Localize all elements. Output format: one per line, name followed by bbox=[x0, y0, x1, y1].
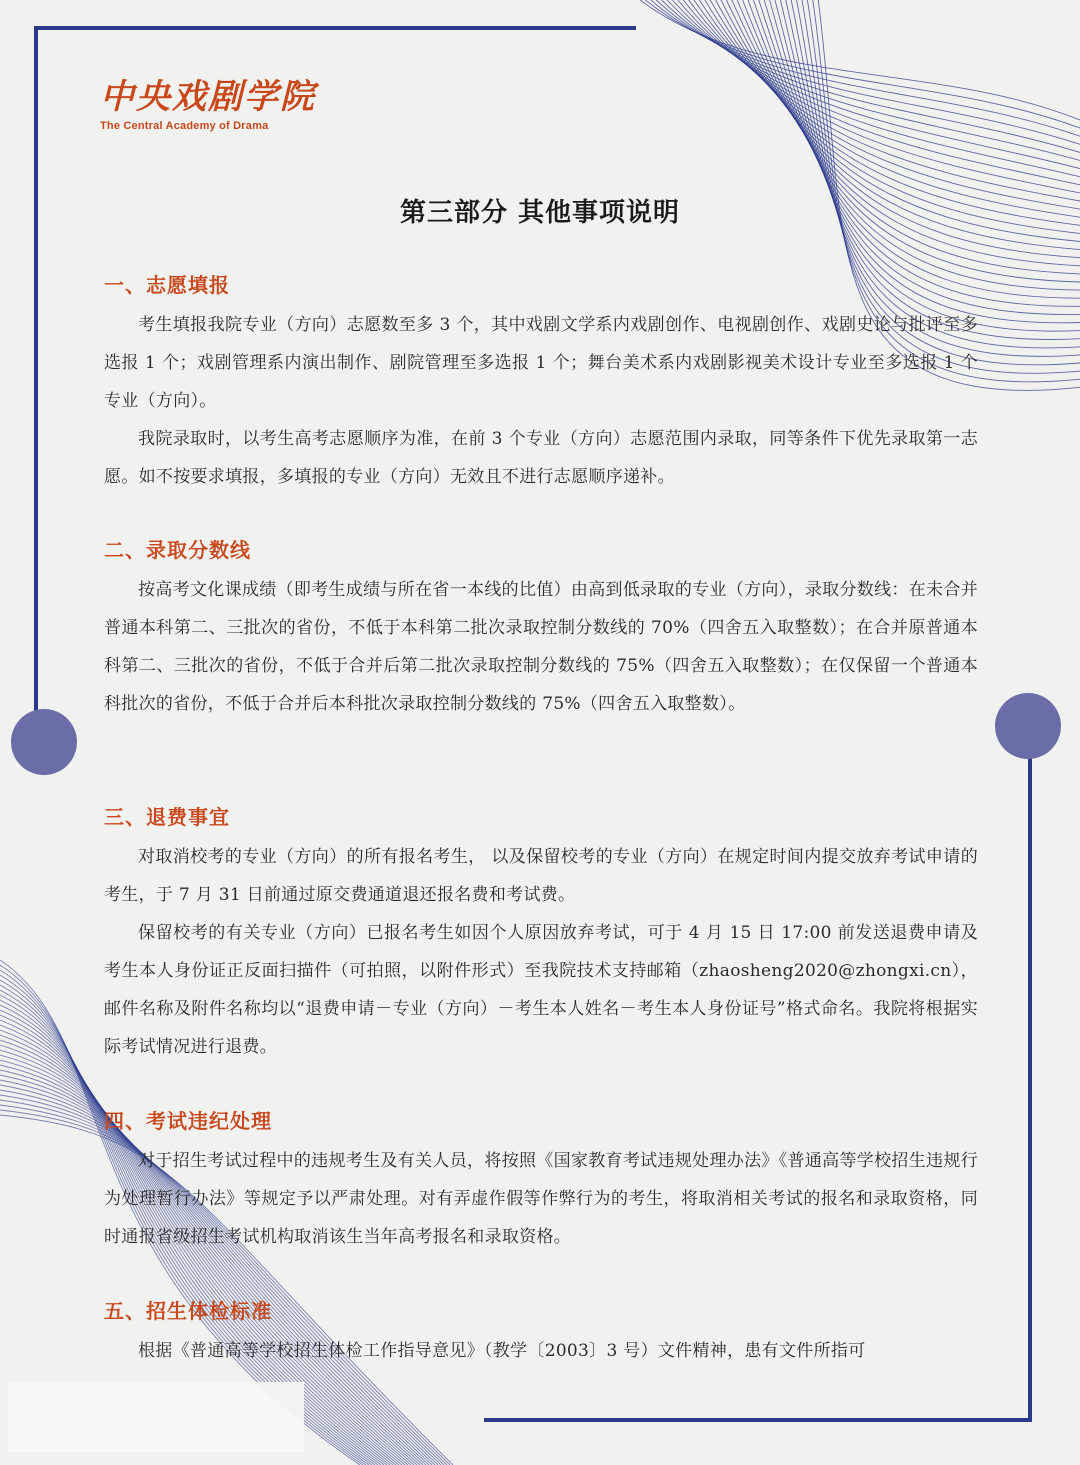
watermark-smudge bbox=[8, 1382, 304, 1452]
section-paragraph: 考生填报我院专业（方向）志愿数至多 3 个，其中戏剧文学系内戏剧创作、电视剧创作、戏剧史论与批评至多选报 1 个；戏剧管理系内演出制作、剧院管理至多选报 1 个；舞台美术系内戏剧影视美术设计专业至多选报 1 个专业（方向）。 bbox=[104, 315, 978, 411]
section-paragraph: 我院录取时，以考生高考志愿顺序为准，在前 3 个专业（方向）志愿范围内录取，同等条件下优先录取第一志愿。如不按要求填报，多填报的专业（方向）无效且不进行志愿顺序递补。 bbox=[104, 429, 978, 487]
line-art-curve bbox=[667, 0, 1080, 161]
section-heading: 三、退费事宜 bbox=[104, 805, 230, 829]
left-frame-dot bbox=[11, 709, 77, 775]
section-score-line bbox=[104, 535, 978, 723]
section-volunteer bbox=[104, 270, 978, 496]
line-art-curve bbox=[672, 0, 1080, 169]
line-art-curve bbox=[699, 0, 1080, 209]
line-art-curve bbox=[759, 0, 1080, 298]
line-art-curve bbox=[683, 0, 1080, 185]
section-paragraph: 对取消校考的专业（方向）的所有报名考生， 以及保留校考的专业（方向）在规定时间内提交放弃考试申请的考生，于 7 月 31 日前通过原交费通道退还报名费和考试费。 bbox=[104, 847, 978, 905]
right-frame-dot bbox=[995, 693, 1061, 759]
section-paragraph: 按高考文化课成绩（即考生成绩与所在省一本线的比值）由高到低录取的专业（方向），录取分数线：在未合并普通本科第二、三批次的省份，不低于本科第二批次录取控制分数线的 70%（四舍五入取整数）；在合并原普通本科第二、三批次的省份，不低于合并后第二批次录取控制分数线的 75%（四舍五入取整数）；在仅保留一个普通本科批次的省份，不低于合并后本科批次录取控制分数线的 75%（四舍五入取整数）。 bbox=[104, 580, 978, 714]
academy-logo bbox=[100, 77, 316, 132]
line-art-curve bbox=[748, 0, 1080, 282]
line-art-curve bbox=[662, 0, 1080, 152]
section-heading: 四、考试违纪处理 bbox=[104, 1109, 272, 1133]
line-art-curve bbox=[753, 0, 1080, 290]
line-art-curve bbox=[743, 0, 1080, 274]
section-paragraph: 对于招生考试过程中的违规考生及有关人员，将按照《国家教育考试违规处理办法》《普通高等学校招生违规行为处理暂行办法》等规定予以严肃处理。对有弄虚作假等作弊行为的考生，将取消相关考试的报名和录取资格，同时通报省级招生考试机构取消该生当年高考报名和录取资格。 bbox=[104, 1151, 978, 1247]
line-art-curve bbox=[705, 0, 1080, 217]
logo-english: The Central Academy of Drama bbox=[100, 120, 269, 132]
logo-chinese: 中央戏剧学院 bbox=[100, 77, 316, 117]
section-heading: 一、志愿填报 bbox=[104, 273, 230, 297]
line-art-curve bbox=[640, 0, 1080, 120]
section-heading: 五、招生体检标准 bbox=[104, 1299, 272, 1323]
line-art-curve bbox=[764, 0, 1080, 306]
line-art-curve bbox=[694, 0, 1080, 201]
section-health-check bbox=[104, 1296, 978, 1370]
line-art-curve bbox=[689, 0, 1080, 193]
section-refund bbox=[104, 802, 978, 1066]
line-art-curve bbox=[656, 0, 1080, 144]
section-paragraph: 保留校考的有关专业（方向）已报名考生如因个人原因放弃考试，可于 4 月 15 日 17:00 前发送退费申请及考生本人身份证正反面扫描件（可拍照，以附件形式）至我院技术支持邮箱（zhaosheng2020@zhongxi.cn），邮件名称及附件名称均以“退费申请－专业（方向）－考生本人姓名－考生本人身份证号”格式命名。我院将根据实际考试情况进行退费。 bbox=[104, 923, 978, 1057]
page-title: 第三部分 其他事项说明 bbox=[399, 198, 681, 228]
line-art-curve bbox=[651, 0, 1080, 136]
section-heading: 二、录取分数线 bbox=[104, 538, 251, 562]
line-art-curve bbox=[770, 0, 1080, 315]
section-discipline bbox=[104, 1106, 978, 1256]
line-art-curve bbox=[645, 0, 1080, 128]
section-paragraph: 根据《普通高等学校招生体检工作指导意见》（教学〔2003〕3 号）文件精神，患有文件所指可 bbox=[138, 1341, 866, 1361]
line-art-curve bbox=[678, 0, 1080, 177]
